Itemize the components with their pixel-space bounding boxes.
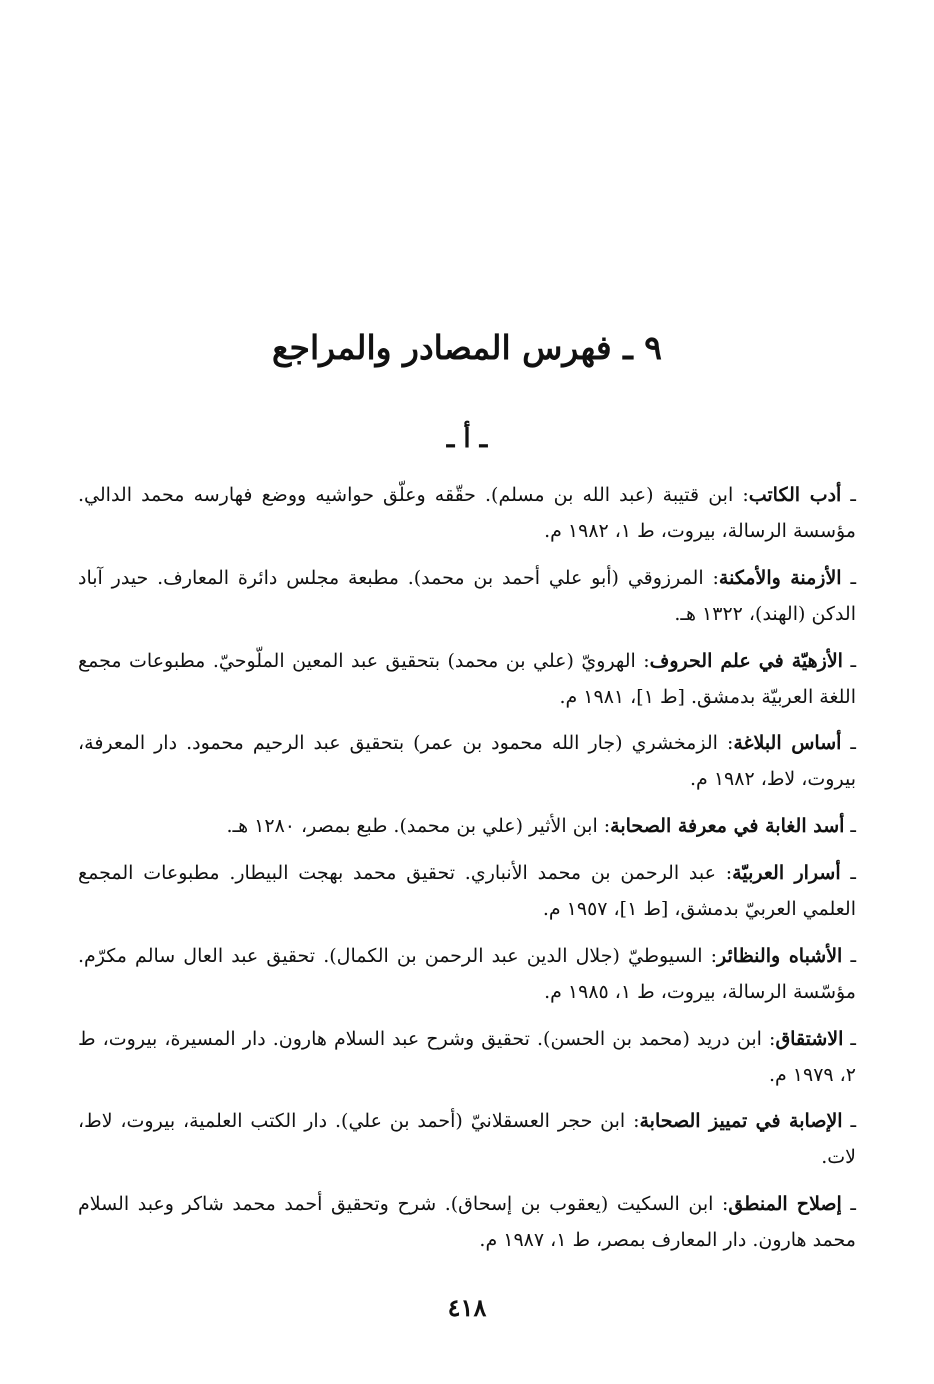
entry-title: الإصابة في تمييز الصحابة [639,1110,843,1133]
entry-text: : ابن حجر العسقلانيّ (أحمد بن علي). دار الكتب العلمية، بيروت، لاط، لات. [78,1110,856,1169]
entry-title: أسرار العربيّة [732,861,841,884]
page-number: ٤١٨ [447,1293,487,1322]
bibliography-entry [78,1186,856,1258]
entry-title: الأزمنة والأمكنة [718,566,842,589]
entry-dash: ـ [841,732,857,755]
entry-dash: ـ [841,484,856,506]
entry-text: : المرزوقي (أبو علي أحمد بن محمد). مطبعة مجلس دائرة المعارف. حيدر آباد الدكن (الهند)، ١٣٢٢ هـ. [78,566,856,625]
entry-title: إصلاح المنطق [728,1193,842,1216]
entry-title: أسد الغابة في معرفة الصحابة [610,815,845,838]
chapter-title: ٩ ـ فهرس المصادر والمراجع [271,328,662,368]
bibliography-entry [78,477,856,549]
bibliography-entry [78,1021,856,1093]
entry-dash: ـ [843,1027,856,1050]
entry-dash: ـ [844,815,856,838]
entry-dash: ـ [842,649,857,672]
entry-dash: ـ [840,861,856,884]
entry-dash: ـ [841,1193,856,1216]
bibliography-entry [78,560,856,632]
entry-text: : ابن دريد (محمد بن الحسن). تحقيق وشرح عبد السلام هارون. دار المسيرة، بيروت، ط ٢، ١٩٧٩ م. [78,1027,856,1086]
bibliography-entry [78,1103,856,1175]
bibliography-entry [78,643,856,715]
bibliography-entry [78,808,856,844]
bibliography-entry [78,938,856,1010]
entry-title: الأزهيّة في علم الحروف [649,649,843,672]
entry-dash: ـ [842,944,857,967]
entry-title: الاشتقاق [775,1027,844,1050]
entry-title: أساس البلاغة [733,732,842,755]
bibliography-list [78,477,856,1269]
section-letter-heading: ـ أ ـ [446,424,488,454]
entry-text: : ابن قتيبة (عبد الله بن مسلم). حقّقه وعلّق حواشيه ووضع فهارسه محمد الدالي. مؤسسة الرسالة، بيروت، ط ١، ١٩٨٢ م. [78,484,856,542]
entry-text: : ابن الأثير (علي بن محمد). طبع بمصر، ١٢٨٠ هـ. [226,815,611,838]
entry-title: أدب الكاتب [748,484,842,506]
entry-title: الأشباه والنظائر [717,944,843,967]
entry-text: : الهرويّ (علي بن محمد) بتحقيق عبد المعين الملّوحيّ. مطبوعات مجمع اللغة العربيّة بدمشق. [ط ١]، ١٩٨١ م. [78,649,856,708]
entry-dash: ـ [841,566,857,589]
entry-text: : عبد الرحمن بن محمد الأنباري. تحقيق محمد بهجت البيطار. مطبوعات المجمع العلمي العربيّ بدمشق، [ط ١]، ١٩٥٧ م. [78,861,856,920]
bibliography-entry [78,725,856,797]
entry-dash: ـ [842,1110,857,1133]
entry-text: : الزمخشري (جار الله محمود بن عمر) بتحقيق عبد الرحيم محمود. دار المعرفة، بيروت، لاط، ١٩٨٢ م. [78,732,856,791]
entry-text: : السيوطيّ (جلال الدين عبد الرحمن بن الكمال). تحقيق عبد العال سالم مكرّم. مؤسّسة الرسالة، بيروت، ط ١، ١٩٨٥ م. [78,944,856,1003]
entry-text: : ابن السكيت (يعقوب بن إسحاق). شرح وتحقيق أحمد محمد شاكر وعبد السلام محمد هارون. دار المعارف بمصر، ط ١، ١٩٨٧ م. [78,1193,856,1252]
bibliography-entry [78,855,856,927]
